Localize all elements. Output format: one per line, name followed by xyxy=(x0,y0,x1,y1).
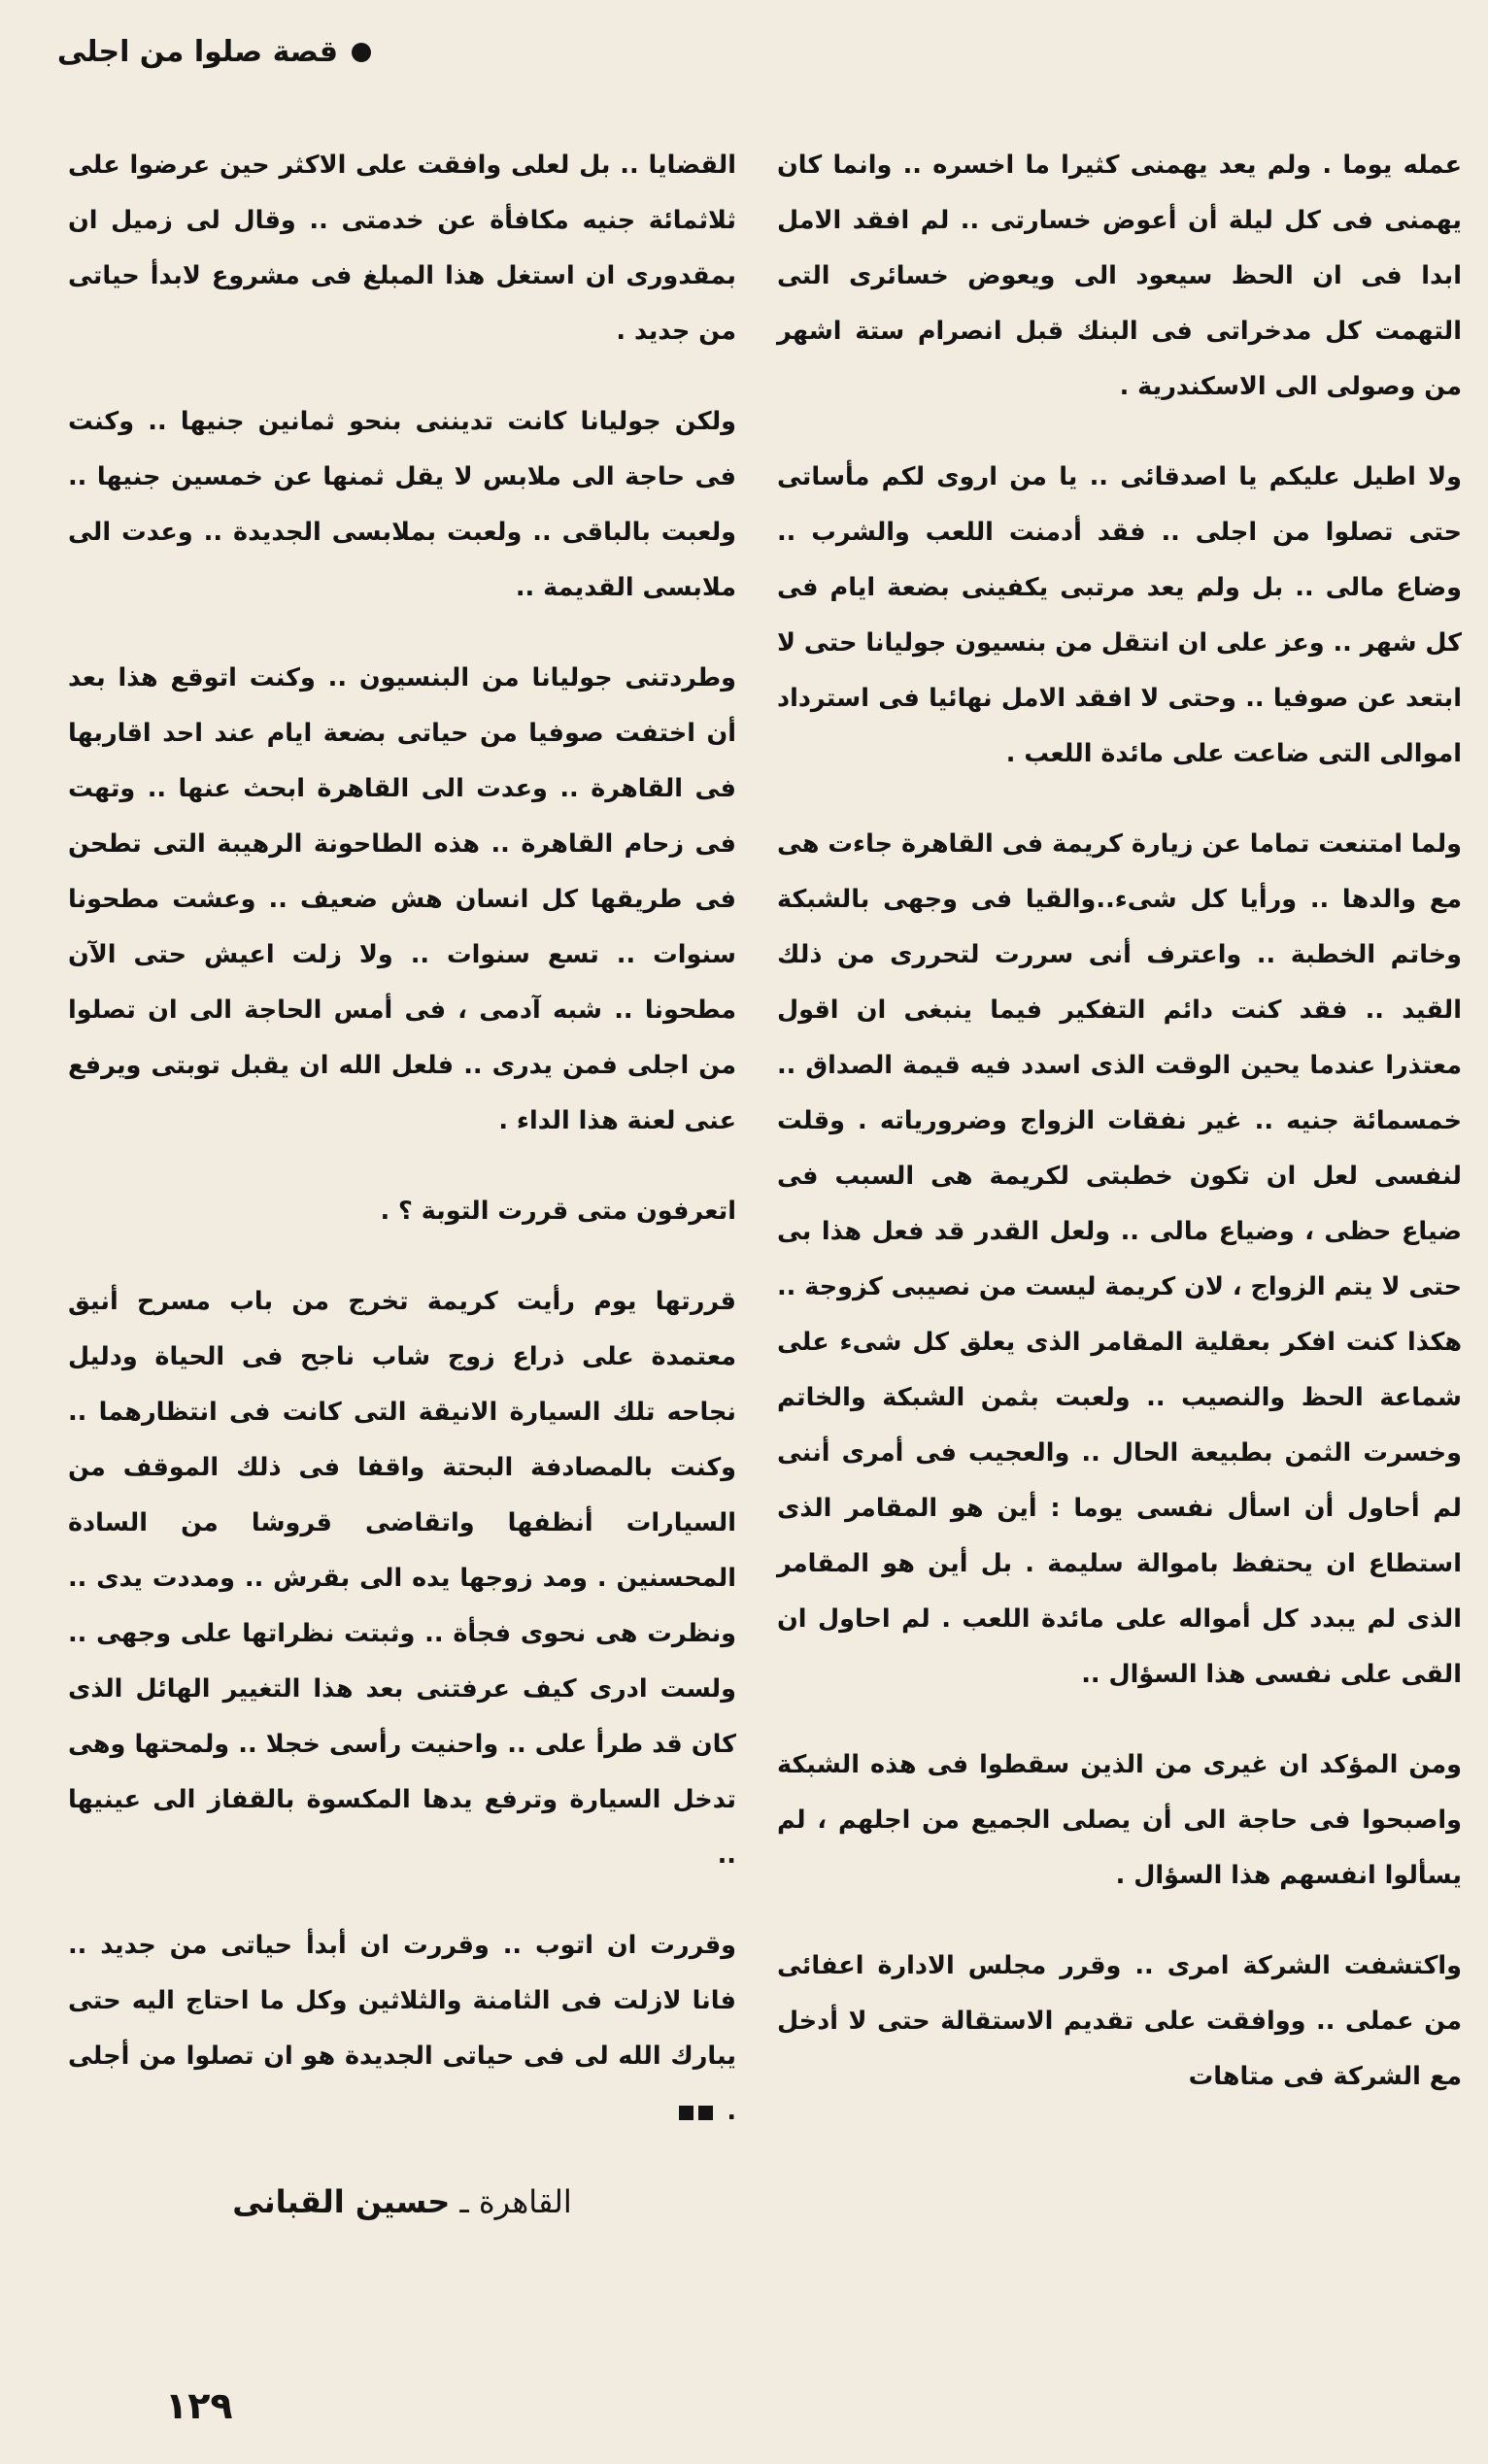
page-number: ١٢٩ xyxy=(165,2384,233,2427)
paragraph: قررتها يوم رأيت كريمة تخرج من باب مسرح أنيق معتمدة على ذراع زوج شاب ناجح فى الحياة ودليل نجاحه تلك السيارة الانيقة التى كانت فى انتظارهما .. وكنت بالمصادفة البحتة واقفا فى ذلك الموقف من السيارات أنظفها واتقاضى قروشا من السادة المحسنين . ومد زوجها يده الى بقرش .. ومددت يدى .. ونظرت هى نحوى فجأة .. وثبتت نظراتها على وجهى .. ولست ادرى كيف عرفتنى بعد هذا التغيير الهائل الذى كان قد طرأ على .. واحنيت رأسى خجلا .. ولمحتها وهى تدخل السيارة وترفع يدها المكسوة بالقفاز الى عينيها .. xyxy=(68,1287,736,1870)
right-column xyxy=(777,138,1462,2140)
paragraph: ولكن جوليانا كانت تديننى بنحو ثمانين جنيها .. وكنت فى حاجة الى ملابس لا يقل ثمنها عن خمسين جنيها .. ولعبت بالباقى .. ولعبت بملابسى الجديدة .. وعدت الى ملابسى القديمة .. xyxy=(68,407,736,602)
paragraph: وطردتنى جوليانا من البنسيون .. وكنت اتوقع هذا بعد أن اختفت صوفيا من حياتى بضعة ايام عند احد اقاربها فى القاهرة .. وعدت الى القاهرة ابحث عنها .. وتهت فى زحام القاهرة .. هذه الطاحونة الرهيبة التى تطحن فى طريقها كل انسان هش ضعيف .. وعشت مطحونا سنوات .. تسع سنوات .. ولا زلت اعيش حتى الآن مطحونا .. شبه آدمى ، فى أمس الحاجة الى ان تصلوا من اجلى فمن يدرى .. فلعل الله ان يقبل توبتى ويرفع عنى لعنة هذا الداء . xyxy=(68,663,736,1135)
author-signature xyxy=(68,2175,736,2230)
story-header xyxy=(57,35,371,69)
paragraph: عمله يوما . ولم يعد يهمنى كثيرا ما اخسره .. وانما كان يهمنى فى كل ليلة أن أعوض خسارتى .. لم افقد الامل ابدا فى ان الحظ سيعود الى ويعوض خسائرى التى التهمت كل مدخراتى فى البنك قبل انصرام ستة اشهر من وصولى الى الاسكندرية . xyxy=(777,151,1462,401)
paragraph-last xyxy=(68,1918,736,2140)
bullet-icon xyxy=(352,43,371,62)
paragraph: ولما امتنعت تماما عن زيارة كريمة فى القاهرة جاءت هى مع والدها .. ورأيا كل شىء..والقيا فى وجهى بالشبكة وخاتم الخطبة .. واعترف أنى سررت لتحررى من ذلك القيد .. فقد كنت دائم التفكير فيما ينبغى ان اقول معتذرا عندما يحين الوقت الذى اسدد فيه قيمة الصداق .. خمسمائة جنيه .. غير نفقات الزواج وضرورياته . وقلت لنفسى لعل ان تكون خطبتى لكريمة هى السبب فى ضياع حظى ، وضياع مالى .. ولعل القدر قد فعل هذا بى حتى لا يتم الزواج ، لان كريمة ليست من نصيبى كزوجة .. هكذا كنت افكر بعقلية المقامر الذى يعلق كل شىء على شماعة الحظ والنصيب .. ولعبت بثمن الشبكة والخاتم وخسرت الثمن بطبيعة الحال .. والعجيب فى أمرى أننى لم أحاول أن اسأل نفسى يوما : أين هو المقامر الذى استطاع ان يحتفظ باموالة سليمة . بل أين هو المقامر الذى لم يبدد كل أمواله على مائدة اللعب . لم احاول ان القى على نفسى هذا السؤال .. xyxy=(777,829,1462,1689)
paragraph: القضايا .. بل لعلى وافقت على الاكثر حين عرضوا على ثلاثمائة جنيه مكافأة عن خدمتى .. وقال لى زميل ان بمقدورى ان استغل هذا المبلغ فى مشروع لابدأ حياتى من جديد . xyxy=(68,151,736,346)
paragraph: اتعرفون متى قررت التوبة ؟ . xyxy=(380,1197,736,1226)
signature-city: القاهرة ـ xyxy=(459,2183,572,2220)
left-column xyxy=(68,138,736,2230)
end-of-story-mark xyxy=(698,2106,713,2120)
paragraph: ولا اطيل عليكم يا اصدقائى .. يا من اروى لكم مأساتى حتى تصلوا من اجلى .. فقد أدمنت اللعب والشرب .. وضاع مالى .. بل ولم يعد مرتبى يكفينى بضعة ايام فى كل شهر .. وعز على ان انتقل من بنسيون جوليانا حتى لا ابتعد عن صوفيا .. وحتى لا افقد الامل نهائيا فى استرداد اموالى التى ضاعت على مائدة اللعب . xyxy=(777,462,1462,768)
paragraph-text: وقررت ان اتوب .. وقررت ان أبدأ حياتى من جديد .. فانا لازلت فى الثامنة والثلاثين وكل ما احتاج اليه حتى يبارك الله لى فى حياتى الجديدة هو ان تصلوا من أجلى . xyxy=(68,1931,736,2126)
story-title: قصة صلوا من اجلى xyxy=(56,35,338,69)
author-name: حسين القبانى xyxy=(232,2183,451,2220)
paragraph: ومن المؤكد ان غيرى من الذين سقطوا فى هذه الشبكة واصبحوا فى حاجة الى أن يصلى الجميع من اجلهم ، لم يسألوا انفسهم هذا السؤال . xyxy=(777,1750,1462,1890)
paragraph: واكتشفت الشركة امرى .. وقرر مجلس الادارة اعفائى من عملى .. ووافقت على تقديم الاستقالة حتى لا أدخل مع الشركة فى متاهات xyxy=(777,1951,1462,2091)
